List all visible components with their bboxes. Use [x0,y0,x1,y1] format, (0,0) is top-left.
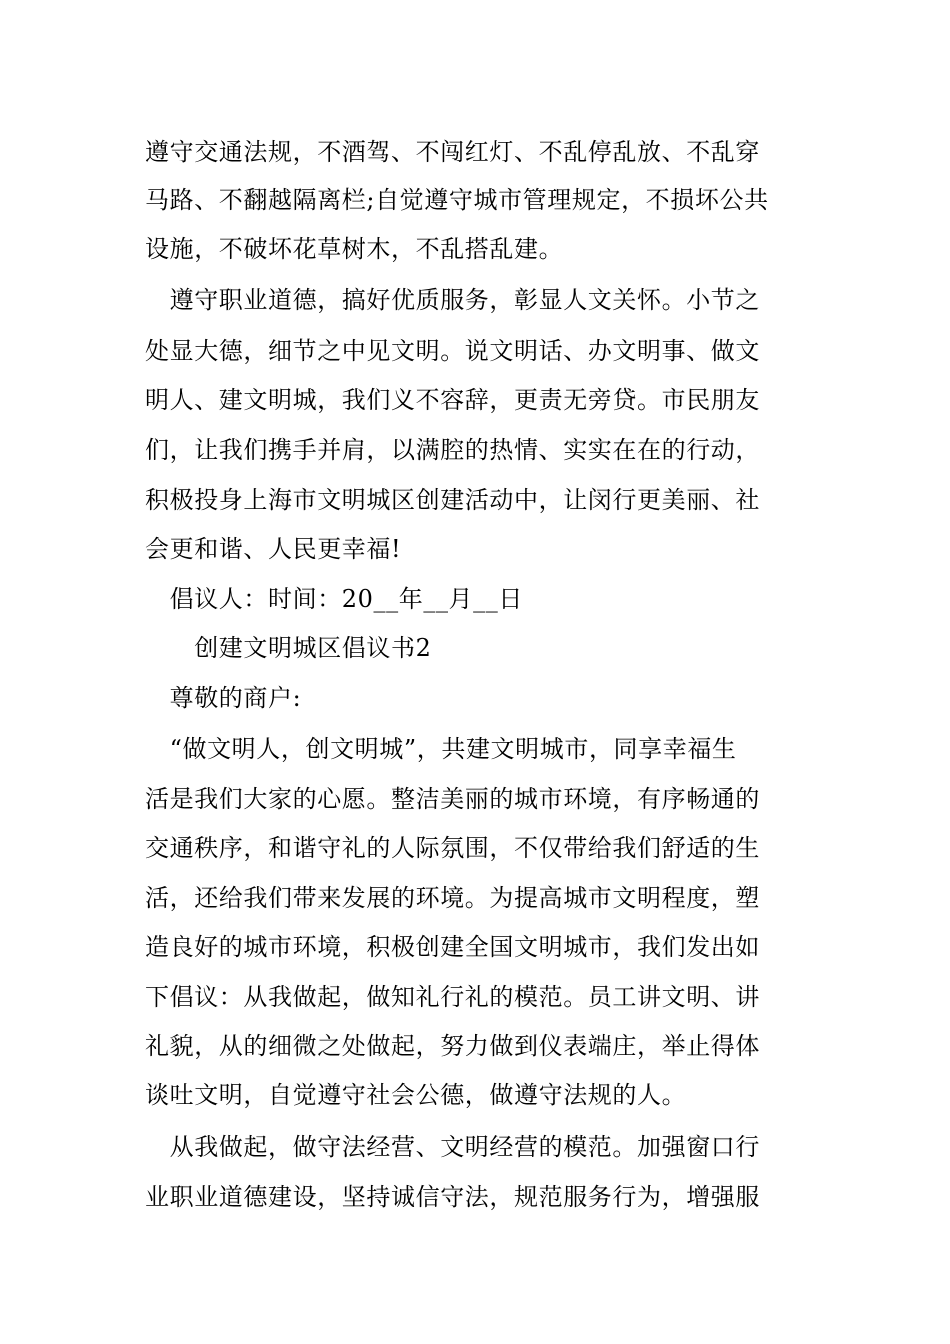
text-line: 活是我们大家的心愿。整洁美丽的城市环境，有序畅通的 [145,785,760,813]
text-line: 遵守交通法规，不酒驾、不闯红灯、不乱停乱放、不乱穿 [145,138,760,166]
text-line: 马路、不翻越隔离栏;自觉遵守城市管理规定，不损坏公共 [145,186,769,214]
text-line: 积极投身上海市文明城区创建活动中，让闵行更美丽、社 [145,486,760,514]
text-line: 遵守职业道德，搞好优质服务，彰显人文关怀。小节之 [145,286,760,314]
text-line: 礼貌，从的细微之处做起，努力做到仪表端庄，举止得体 [145,1032,760,1060]
text-line: 业职业道德建设，坚持诚信守法，规范服务行为，增强服 [145,1183,760,1211]
text-line: “做文明人，创文明城”，共建文明城市，同享幸福生 [145,735,737,763]
text-line: 设施，不破坏花草树木，不乱搭乱建。 [145,235,564,263]
signature-date-line: 倡议人：时间：20__年__月__日 [145,585,523,613]
text-line: 下倡议：从我做起，做知礼行礼的模范。员工讲文明、讲 [145,983,760,1011]
text-line: 交通秩序，和谐守礼的人际氛围，不仅带给我们舒适的生 [145,834,760,862]
text-line: 明人、建文明城，我们义不容辞，更责无旁贷。市民朋友 [145,386,760,414]
text-line: 活，还给我们带来发展的环境。为提高城市文明程度，塑 [145,884,760,912]
text-line: 会更和谐、人民更幸福! [145,535,402,563]
text-line: 谈吐文明，自觉遵守社会公德，做遵守法规的人。 [145,1081,687,1109]
salutation: 尊敬的商户: [145,684,302,712]
text-line: 处显大德，细节之中见文明。说文明话、办文明事、做文 [145,337,760,365]
text-line: 造良好的城市环境，积极创建全国文明城市，我们发出如 [145,933,760,961]
text-line: 们，让我们携手并肩，以满腔的热情、实实在在的行动， [145,436,760,464]
section-title: 创建文明城区倡议书2 [145,634,432,662]
text-line: 从我做起，做守法经营、文明经营的模范。加强窗口行 [145,1133,760,1161]
